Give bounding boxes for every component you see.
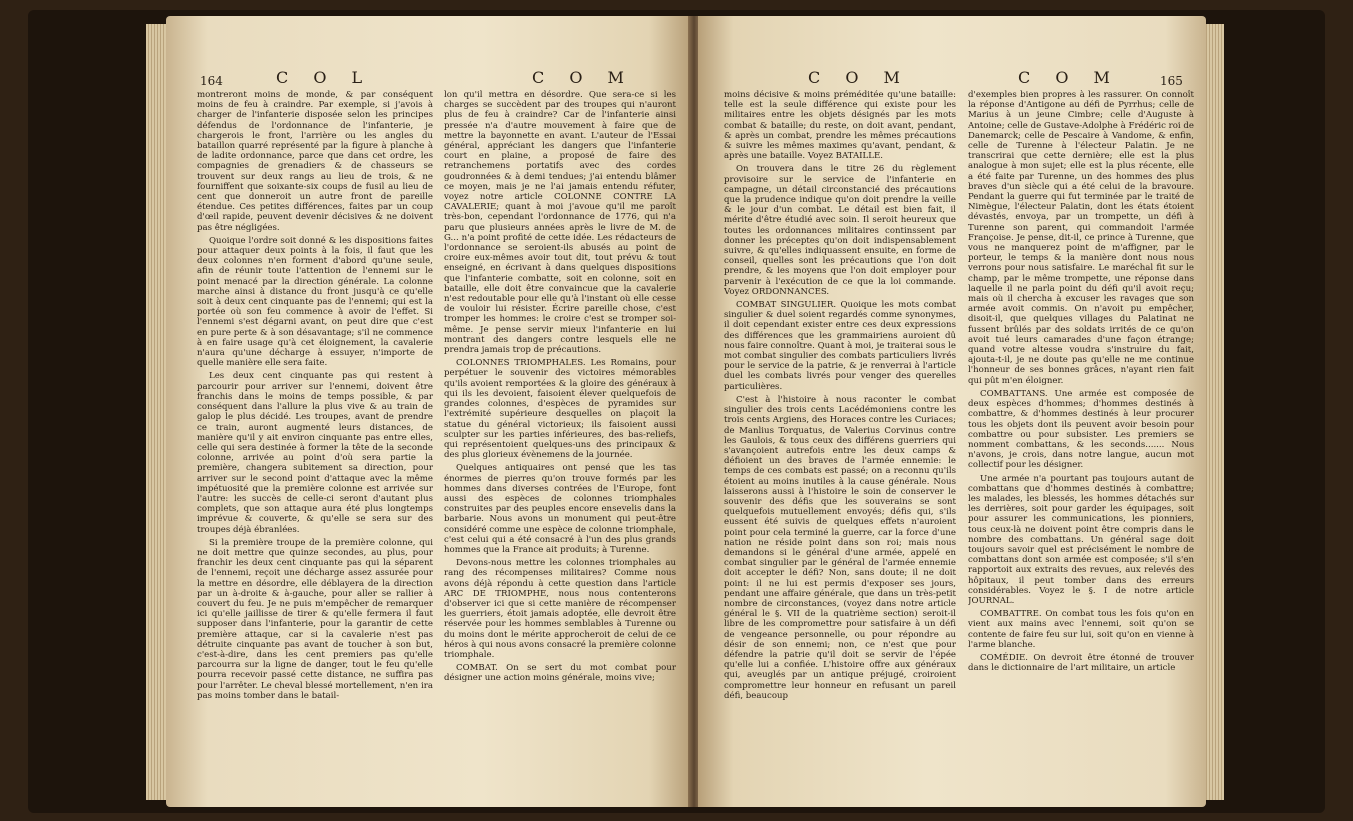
paragraph: COMBAT. On se sert du mot combat pour désigner une action moins générale, moins vive; — [444, 663, 676, 684]
paragraph: On trouvera dans le titre 26 du règlement provisoire sur le service de l'infanterie en campagne, un détail circonstancié des précautions que la prudence indique qu'on doit prendre la veille & le jour d'un combat. Le détail est bien fait, il mérite d'être étudié avec soin. Il seroit heureux que toutes les ordonnances militaires continssent par donner les préceptes qu'on doit indispensablement suivre, & qu'elles indiquassent ensuite, en forme de conseil, quelles sont les précautions que l'on doit prendre, & les moyens que l'on doit employer pour parvenir à l'exécution de ce que la loi commande. Voyez ORDONNANCES. — [724, 164, 956, 297]
paragraph: Une armée n'a pourtant pas toujours autant de combattans que d'hommes destinés à combattre; les malades, les blessés, les hommes détachés sur les derrières, soit pour garder les équipages, soit pour assurer les communications, les pionniers, tous ceux-là ne doivent point être compris dans le nombre des combattans. Un général sage doit toujours savoir quel est précisément le nombre de combattans dont son armée est composée; s'il s'en rapportoit aux extraits des revues, aux relevés des hôpitaux, il peut tomber dans des erreurs considérables. Voyez le §. I de notre article JOURNAL. — [968, 473, 1194, 606]
paragraph: lon qu'il mettra en désordre. Que sera-ce si les charges se succèdent par des troupes qui n'auront plus de feu à craindre? Car de l'infanterie ainsi pressée n'a d'autre mouvement à faire que de mettre la bayonnette en avant. L'auteur de l'Essai général, appréciant les dangers que l'infanterie court en plaine, a proposé de faire des retranchemens portatifs avec des cordes goudronnées & à demi tendues; j'ai entendu blâmer ce moyen, mais je ne l'ai jamais entendu réfuter, voyez notre article COLONNE CONTRE LA CAVALERIE; quant à moi j'avoue qu'il me paroît très-bon, cependant l'ordonnance de 1776, qui n'a paru que plusieurs années après le livre de M. de G... n'a point profité de cette idée. Les rédacteurs de l'ordonnance se seroient-ils abusés au point de croire eux-mêmes avoir tout dit, tout prévu & tout enseigné, en écrivant à dans quelques dispositions que l'infanterie combatte, soit en colonne, soit en bataille, elle doit être convaincue que la cavalerie n'est redoutable pour elle qu'à l'instant où elle cesse de vouloir lui résister. Écrire pareille chose, c'est tromper les hommes: le croire c'est se tromper soi-même. Je pense servir mieux l'infanterie en lui montrant des dangers contre lesquels elle ne prendra jamais trop de précautions. — [444, 90, 676, 356]
paragraph: COMBAT SINGULIER. Quoique les mots combat singulier & duel soient regardés comme synonymes, il doit cependant exister entre ces deux expressions des différences que les grammairiens auroient dû nous faire connoître. Quant à moi, je traiterai sous le mot combat singulier des combats particuliers livrés pour le service de la patrie, & je renverrai à l'article duel les combats livrés pour venger des querelles particulières. — [724, 300, 956, 392]
running-head-left: C O L — [276, 68, 373, 87]
open-book — [28, 10, 1325, 813]
right-page-column-2 — [968, 90, 1194, 800]
left-page — [166, 16, 691, 807]
right-page-edges — [1204, 24, 1224, 800]
paragraph: d'exemples bien propres à les rassurer. On connoît la réponse d'Antigone au défi de Pyrrhus; celle de Marius à un jeune Cimbre; celle d'Auguste à Antoine; celle de Gustave-Adolphe à Frédéric roi de Danemarck; celle de Pescaire à Vandome, & enfin, celle de Turenne à l'électeur Palatin. Je ne transcrirai que cette dernière; elle est la plus analogue à mon sujet; elle est la plus récente, elle a été faite par Turenne, un des hommes des plus braves d'un siècle qui a été celui de la bravoure. Pendant la guerre qui fut terminée par le traité de Nimègue, l'électeur Palatin, dont les états étoient dévastés, envoya, par un trompette, un défi à Turenne son parent, qui commandoit l'armée Françoise. Je pense, dit-il, ce prince à Turenne, que vous ne manquerez point de m'affigner, par le porteur, le temps & la manière dont nous nous verrons pour nous satisfaire. Le maréchal fit sur le champ, par le même trompette, une réponse dans laquelle il ne parla point du défi qu'il avoit reçu; mais où il chercha à excuser les ravages que son armée avoit commis. On n'avoit pu empêcher, disoit-il, que quelques villages du Palatinat ne fussent brûlés par des soldats irrités de ce qu'on avoit tué leurs camarades d'une façon étrange; quand votre altesse voudra s'instruire du fait, ajouta-t-il, je ne doute pas qu'elle ne me continue l'honneur de ses bonnes grâces, n'ayant rien fait qui pût m'en éloigner. — [968, 90, 1194, 386]
paragraph: moins décisive & moins préméditée qu'une bataille: telle est la seule différence qui existe pour les militaires entre les objets désignés par les mots combat & bataille; du reste, on doit avant, pendant, & après un combat, prendre les mêmes précautions & suivre les mêmes maximes qu'avant, pendant, & après une bataille. Voyez BATAILLE. — [724, 90, 956, 162]
paragraph: Les deux cent cinquante pas qui restent à parcourir pour arriver sur l'ennemi, doivent être franchis dans le moins de temps possible, & par conséquent dans l'allure la plus vive & au train de galop le plus décidé. Les troupes, avant de prendre ce train, auront augmenté leurs distances, de manière qu'il y ait environ cinquante pas entre elles, celle qui sera destinée à former la tête de la seconde colonne, arrivée au point d'où sera partie la première, changera subitement sa direction, pour arriver sur le second point d'attaque avec la même impétuosité que la première colonne est arrivée sur l'autre: les succès de celle-ci seront d'autant plus complets, que son attaque aura été plus longtemps imprévue & couverte, & qu'elle se sera sur des troupes déjà ébranlées. — [197, 371, 433, 535]
paragraph: COMBATTRE. On combat tous les fois qu'on en vient aux mains avec l'ennemi, soit qu'on se contente de faire feu sur lui, soit qu'on en vienne à l'arme blanche. — [968, 609, 1194, 650]
page-number: 165 — [1160, 74, 1183, 88]
running-head-right: C O M — [532, 68, 634, 87]
paragraph: Devons-nous mettre les colonnes triomphales au rang des récompenses militaires? Comme nous avons déjà répondu à cette question dans l'article ARC DE TRIOMPHE, nous nous contenterons d'observer ici que si cette manière de récompenser les guerriers, étoit jamais adoptée, elle devroit être réservée pour les hommes semblables à Turenne ou du moins dont le mérite approcheroit de celui de ce héros à qui nous avons consacré la première colonne triomphale. — [444, 558, 676, 660]
left-page-edges — [146, 24, 168, 800]
paragraph: montreront moins de monde, & par conséquent moins de feu à craindre. Par exemple, si j'avois à charger de l'infanterie disposée selon les principes défendus de l'ordonnance de l'infanterie, je chargerois le front, l'arrière ou les angles du bataillon quarré représenté par la figure à planche à de ladite ordonnance, parce que dans cet ordre, les compagnies de grenadiers & de chasseurs se trouvent sur deux rangs au lieu de trois, & ne fourniffent que soixante-six coups de fusil au lieu de cent que donneroit un autre front de pareille étendue. Ces petites différences, faites par un coup d'œil rapide, peuvent devenir décisives & ne doivent pas être négligées. — [197, 90, 433, 233]
paragraph: COMÉDIE. On devroit être étonné de trouver dans le dictionnaire de l'art militaire, un article — [968, 652, 1194, 674]
paragraph: Quoique l'ordre soit donné & les dispositions faites pour attaquer deux points à la fois, il faut que les deux colonnes n'en forment d'abord qu'une seule, afin de réunir toute l'attention de l'ennemi sur le point menacé par la direction générale. La colonne marche ainsi à distance du front jusqu'à ce qu'elle soit à deux cent cinquante pas de l'ennemi; qui est la portée où son feu commence à avoir de l'effet. Si l'ennemi s'est dégarni avant, on peut dire que c'est en pure perte & à son désavantage; s'il ne commence à en faire usage qu'à cet éloignement, la cavalerie n'aura qu'une décharge à essuyer, n'importe de quelle manière elle sera faite. — [197, 235, 433, 369]
left-page-column-1 — [197, 90, 433, 800]
running-head-left: C O M — [808, 68, 910, 87]
paragraph: COLONNES TRIOMPHALES. Les Romains, pour perpétuer le souvenir des victoires mémorables qu'ils avoient remportées & la gloire des généraux à qui ils les devoient, faisoient élever quelquefois de grandes colonnes, d'espèces de pyramides sur l'extrémité supérieure desquelles on plaçoit la statue du général victorieux; ils faisoient aussi sculpter sur les parties inférieures, des bas-reliefs, qui représentoient quelques-uns des principaux & des plus glorieux évènemens de la journée. — [444, 358, 676, 461]
paragraph: Si la première troupe de la première colonne, qui ne doit mettre que quinze secondes, au plus, pour franchir les deux cent cinquante pas qui la séparent de l'ennemi, reçoit une décharge assez assurée pour la mettre en désordre, elle déblayera de la direction par un à-droite & à-gauche, pour aller se rallier à couvert du feu. Je ne puis m'empêcher de remarquer ici qu'elle jaillisse de tirer & qu'elle fermera il faut supposer dans l'infanterie, pour la garantir de cette première attaque, car si la cavalerie n'est pas détruite cinquante pas avant de toucher à son but, c'est-à-dire, dans les cent premiers pas qu'elle parcourra sur la ligne de danger, tout le feu qu'elle pourra recevoir passé cette distance, ne suffira pas pour l'arrêter. Le cheval blessé mortellement, n'en ira pas moins tomber dans le batail- — [197, 537, 433, 701]
page-number: 164 — [200, 74, 223, 88]
paragraph: C'est à l'histoire à nous raconter le combat singulier des trois cents Lacédémoniens contre les trois cents Argiens, des Horaces contre les Curiaces; de Manlius Torquatus, de Valerius Corvinus contre les Gaulois, & tous ceux des différens guerriers qui s'avançoient autrefois entre les deux camps & défioient un des braves de l'armée ennemie: le temps de ces combats est passé; on a reconnu qu'ils étoient au moins inutiles à la cause générale. Nous laisserons aussi à l'histoire le soin de conserver le souvenir des défis que les souverains se sont quelquefois mutuellement envoyés; défis qui, s'ils eussent été suivis de quelques effets n'auroient point pour cela terminé la guerre, car la force d'une nation ne réside point dans son roi; mais nous demandons si le général d'une armée, appelé en combat singulier par le général de l'armée ennemie doit accepter le défi? Non, sans doute; il ne doit point: il ne lui est permis d'exposer ses jours, pendant une affaire générale, que dans un très-petit nombre de circonstances, (voyez dans notre article général le §. VII de la quatrième section) seroit-il libre de les compromettre pour satisfaire à un défi de vengeance personnelle, ou pour répondre au désir de son ennemi; non, ce n'est que pour défendre la patrie qu'il doit se servir de l'épée qu'elle lui a confiée. L'histoire offre aux généraux qui, aveuglés par un antique préjugé, croiroient compromettre leur honneur en refusant un pareil défi, beaucoup — [724, 394, 956, 701]
paragraph: Quelques antiquaires ont pensé que les tas énormes de pierres qu'on trouve formés par les hommes dans diverses contrées de l'Europe, font aussi des espèces de colonnes triomphales construites par des peuples encore ensevelis dans la barbarie. Nous avons un monument qui peut-être considéré comme une espèce de colonne triomphale, c'est celui qui a été consacré à l'un des plus grands hommes que la France ait produits; à Turenne. — [444, 463, 676, 555]
paragraph: COMBATTANS. Une armée est composée de deux espèces d'hommes; d'hommes destinés à combattre, & d'hommes destinés à leur procurer tous les objets dont ils peuvent avoir besoin pour combattre ou pour subsister. Les premiers se nomment combattans, & les seconds....... Nous n'avons, je crois, dans notre langue, aucun mot collectif pour les désigner. — [968, 388, 1194, 471]
running-head-right: C O M — [1018, 68, 1120, 87]
left-page-column-2 — [444, 90, 676, 800]
right-page-column-1 — [724, 90, 956, 800]
right-page — [698, 16, 1206, 807]
